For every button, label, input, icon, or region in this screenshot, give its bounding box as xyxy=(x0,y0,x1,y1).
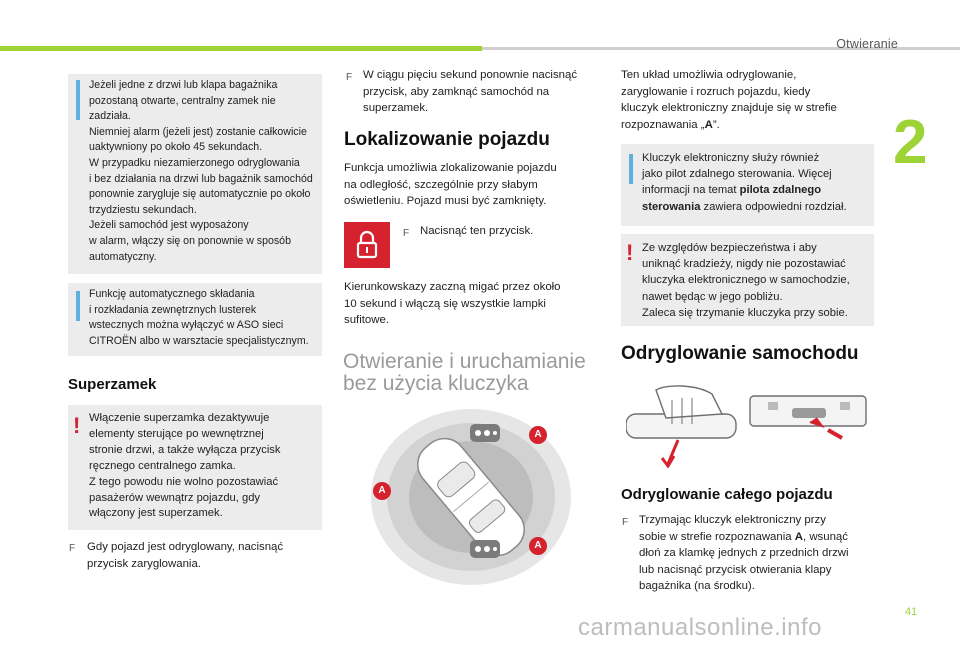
text-line xyxy=(642,199,874,215)
text-line: kluczyka elektronicznego w samochodzie, xyxy=(642,274,850,287)
section-heading: Superzamek xyxy=(68,376,157,393)
text-run: informacji na temat xyxy=(642,184,740,197)
text-line: Jeżeli jedne z drzwi lub klapa bagażnika xyxy=(89,79,278,91)
text-line: ponownie zarygluje się automatycznie po około xyxy=(89,188,311,201)
text-line: W przypadku niezamierzonego odryglowania xyxy=(89,156,300,169)
text-line: w alarm, włączy się on ponownie w sposób xyxy=(89,234,291,247)
warning-icon: ! xyxy=(626,240,634,265)
warning-box xyxy=(621,234,874,326)
bullet-text: Nacisnąć ten przycisk. xyxy=(420,225,534,237)
text-line: przycisk, aby zamknąć samochód na xyxy=(363,85,550,98)
text-bold: sterowania xyxy=(642,200,701,213)
bullet-text xyxy=(363,67,603,117)
warning-icon: ! xyxy=(73,413,81,438)
section-heading: Odryglowanie samochodu xyxy=(621,343,859,364)
warning-box xyxy=(68,405,322,530)
text-line: W ciągu pięciu sekund ponownie nacisnąć xyxy=(363,69,578,81)
text-line: Gdy pojazd jest odryglowany, nacisnąć xyxy=(87,541,284,553)
text-line: Zaleca się trzymanie kluczyka przy sobie. xyxy=(642,306,848,319)
zone-label-badge: A xyxy=(529,426,547,444)
watermark: carmanualsonline.info xyxy=(578,614,822,641)
text-line: sufitowe. xyxy=(344,314,389,327)
text-line: zaryglowanie i rozruch pojazdu, kiedy xyxy=(621,85,811,98)
bullet-icon: F xyxy=(69,543,76,554)
info-box xyxy=(68,283,322,356)
text-line: automatyczny. xyxy=(89,250,157,263)
heading-line: bez użycia kluczyka xyxy=(343,372,529,395)
text-line: Trzymając kluczyk elektroniczny przy xyxy=(639,514,826,526)
bullet-text xyxy=(87,539,327,572)
bullet-text xyxy=(639,512,879,595)
text-run: sobie w strefie rozpoznawania xyxy=(639,530,795,543)
text-line: bagażnika (na środku). xyxy=(639,580,755,593)
text-line: kluczyk elektroniczny znajduje się w strefie xyxy=(621,102,837,115)
text-line: wstecznych można wyłączyć w ASO sieci xyxy=(89,319,284,332)
text-line: dłoń za klamkę jednych z przednich drzwi xyxy=(639,547,849,560)
bullet-icon: F xyxy=(622,517,629,528)
locate-button-illustration xyxy=(344,222,390,268)
paragraph xyxy=(344,279,594,329)
door-handle-sensor-icon xyxy=(470,424,500,442)
text-line: superzamek. xyxy=(363,102,429,115)
bullet-icon: F xyxy=(403,228,410,239)
text-line: na odległość, szczególnie przy słabym xyxy=(344,178,538,191)
paragraph xyxy=(621,67,881,133)
bullet-icon: F xyxy=(346,72,353,83)
text-line: nawet będąc w jego pobliżu. xyxy=(642,290,783,303)
text-line: zadziała. xyxy=(89,110,131,123)
heading-line: Otwieranie i uruchamianie xyxy=(343,350,586,373)
text-line xyxy=(639,529,879,546)
text-line: Z tego powodu nie wolno pozostawiać xyxy=(89,475,279,488)
text-line: pozostaną otwarte, centralny zamek nie xyxy=(89,94,276,107)
text-line: Ten układ umożliwia odryglowanie, xyxy=(621,69,797,81)
text-line: przycisk zaryglowania. xyxy=(87,557,201,570)
info-icon xyxy=(76,291,80,321)
text-line: CITROËN albo w warsztacie specjalistycznym. xyxy=(89,334,309,347)
subsection-heading: Odryglowanie całego pojazdu xyxy=(621,486,833,503)
text-line: Włączenie superzamka dezaktywuje xyxy=(89,412,270,424)
text-line: jako pilot zdalnego sterowania. Więcej xyxy=(642,168,832,181)
zone-label: A xyxy=(704,118,713,131)
text-line: Niemniej alarm (jeżeli jest) zostanie całkowicie xyxy=(89,125,307,138)
text-line: trzydziestu sekundach. xyxy=(89,203,197,216)
page-number: 41 xyxy=(905,606,918,618)
text-line: Jeżeli samochód jest wyposażony xyxy=(89,219,249,232)
text-line: lub nacisnąć przycisk otwierania klapy xyxy=(639,563,832,576)
tailgate-button-illustration xyxy=(748,388,870,448)
info-box xyxy=(68,74,322,274)
text-line: Funkcja umożliwia zlokalizowanie pojazdu xyxy=(344,162,557,174)
door-handle-sensor-icon xyxy=(470,540,500,558)
zone-label-badge: A xyxy=(373,482,391,500)
section-heading: Lokalizowanie pojazdu xyxy=(344,129,550,150)
text-line: oświetleniu. Pojazd musi być zamknięty. xyxy=(344,195,547,208)
text-line: uniknąć kradzieży, nigdy nie pozostawiać xyxy=(642,258,846,271)
text-line: i bez działania na drzwi lub bagażnik samochód xyxy=(89,172,313,185)
chapter-heading xyxy=(343,351,586,395)
zone-label: A xyxy=(794,530,803,543)
text-line: stronie drzwi, a także wyłącza przycisk xyxy=(89,443,281,456)
text-line: Funkcję automatycznego składania xyxy=(89,288,255,300)
text-run: zawiera odpowiedni rozdział. xyxy=(700,200,847,213)
text-line: pasażerów wewnątrz pojazdu, gdy xyxy=(89,491,261,504)
padlock-icon xyxy=(344,222,390,268)
info-box xyxy=(621,144,874,226)
info-icon xyxy=(629,154,633,184)
zone-label-badge: A xyxy=(529,537,547,555)
text-run: , wsunąć xyxy=(803,530,848,543)
info-icon xyxy=(76,82,80,120)
header-accent-bar xyxy=(0,46,482,51)
text-run: rozpoznawania „ xyxy=(621,118,705,131)
section-title: Otwieranie xyxy=(836,37,898,51)
text-line xyxy=(642,182,874,198)
text-line: ręcznego centralnego zamka. xyxy=(89,459,236,472)
text-bold: pilota zdalnego xyxy=(739,184,822,197)
chapter-number: 2 xyxy=(893,108,928,177)
text-line: 10 sekund i włączą się wszystkie lampki xyxy=(344,297,546,310)
text-line: Ze względów bezpieczeństwa i aby xyxy=(642,242,817,254)
text-line: włączony jest superzamek. xyxy=(89,507,223,520)
paragraph xyxy=(344,160,594,210)
info-bar-stem xyxy=(76,80,80,83)
text-line xyxy=(621,117,881,134)
text-line: Kluczyk elektroniczny służy również xyxy=(642,152,820,164)
text-line: i rozkładania zewnętrznych lusterek xyxy=(89,303,257,316)
text-line: elementy sterujące po wewnętrznej xyxy=(89,427,264,440)
car-recognition-zone-illustration xyxy=(366,402,586,592)
text-run: ”. xyxy=(712,118,720,131)
text-line: uaktywniony po około 45 sekundach. xyxy=(89,141,263,154)
hand-on-door-handle-illustration xyxy=(626,384,742,468)
text-line: Kierunkowskazy zaczną migać przez około xyxy=(344,281,561,293)
